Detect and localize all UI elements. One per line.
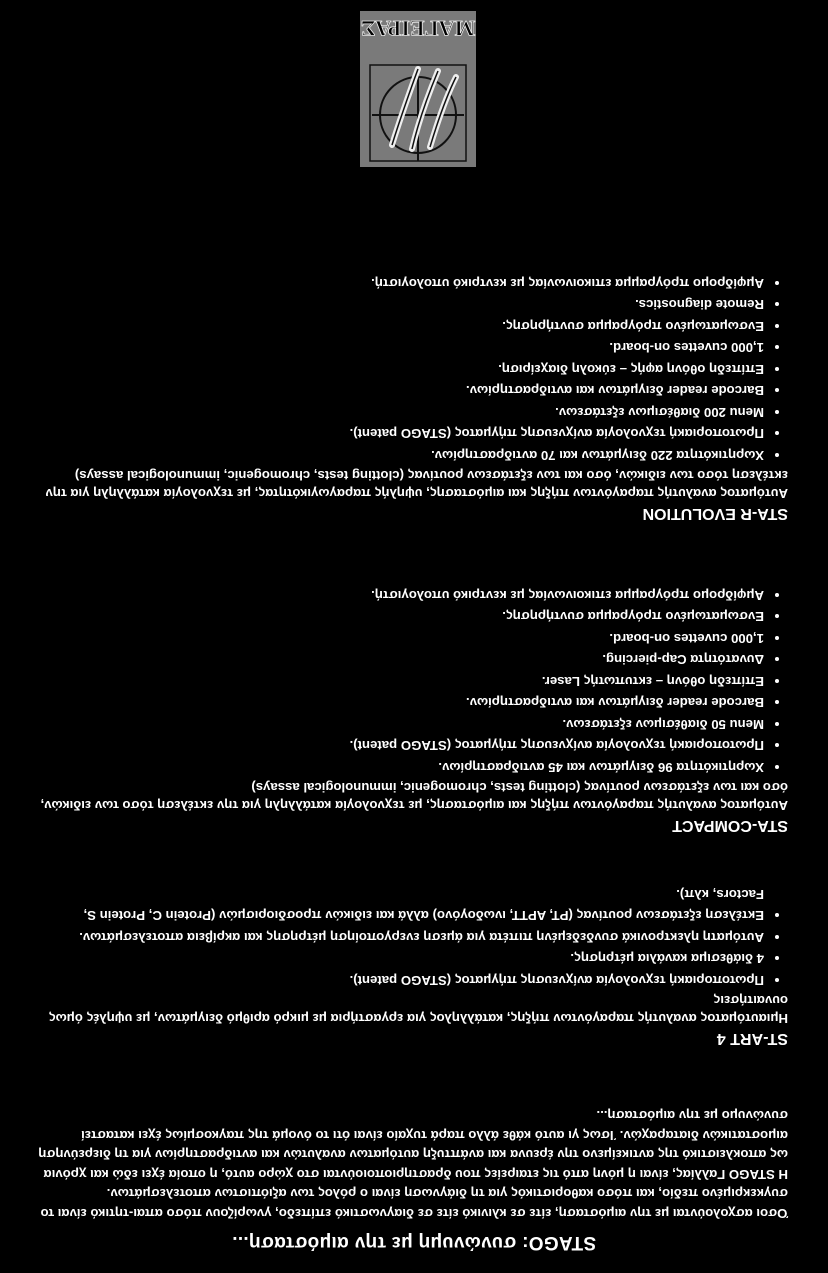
intro-text [38, 1106, 788, 1223]
section-heading: STA-R EVOLUTION [642, 505, 788, 522]
list-item: • 1,000 cuvettes on-board. [38, 337, 764, 359]
list-item: • Menu 200 διαθέσιμων εξετάσεων. [38, 402, 764, 424]
list-item: • Εκτέλεση εξετάσεων ρουτίνας (PT, APTT, ινωδογόνο) αλλά και ειδικών προσδιορισμών (Protein C, Protein S, Factors, κλπ). [38, 884, 764, 927]
list-item: • Δυνατότητα Cap-piercing. [38, 649, 764, 671]
list-item: • 1,000 cuvettes on-board. [38, 628, 764, 650]
list-item: • Επίπεδη οθόνη αφής – εύκολη διαχείριση. [38, 359, 764, 381]
logo-text: ΜΑΓΕΙΡΑΣ [360, 16, 476, 41]
list-item: • Ενσωματωμένο πρόγραμμα συντήρησης. [38, 606, 764, 628]
page-title: STAGO: συνώνυμη με την αιμόσταση... [231, 1232, 597, 1253]
feature-list [38, 884, 788, 992]
section-lead: Αυτόματος αναλυτής παραγόντων πήξης και αιμόστασης, υψηλής παραγωγικότητας, με τεχνολογία κατάλληλη για την εκτέλεση τόσο των ειδικών, όσο και των εξετάσεων ρουτίνας (clotting tests, chromogenic, immunological assays) [45, 468, 788, 501]
section-st-art-4 [38, 884, 788, 1050]
section-sta-compact [38, 585, 788, 837]
logo-emblem-icon [360, 11, 476, 167]
list-item: • Αμφίδρομο πρόγραμμα επικοινωνίας με κεντρικό υπολογιστή. [38, 273, 764, 295]
list-item: • Remote diagnostics. [38, 294, 764, 316]
list-item: • Ενσωματωμένο πρόγραμμα συντήρησης. [38, 316, 764, 338]
brand-logo [360, 11, 476, 167]
list-item: • Πρωτοποριακή τεχνολογία ανίχνευσης πήγματος (STAGO patent). [38, 735, 764, 757]
section-sta-r-evolution [38, 273, 788, 525]
list-item: • Barcode reader δειγμάτων και αντιδραστηρίων. [38, 692, 764, 714]
list-item: • 4 διάθεσιμα κανάλια μέτρησης. [38, 948, 764, 970]
feature-list [38, 273, 788, 467]
list-item: • Αμφίδρομο πρόγραμμα επικοινωνίας με κεντρικό υπολογιστή. [38, 585, 764, 607]
list-item: • Πρωτοποριακή τεχνολογία ανίχνευσης πήγματος (STAGO patent). [38, 423, 764, 445]
list-item: • Barcode reader δειγμάτων και αντιδραστηρίων. [38, 380, 764, 402]
list-item: • Πρωτοποριακή τεχνολογία ανίχνευσης πήγματος (STAGO patent). [38, 970, 764, 992]
list-item: • Επίπεδη οθόνη – εκτυπωτής Laser. [38, 671, 764, 693]
section-lead: Ημιαυτόματος αναλυτής παραγόντων πήξης, κατάλληλος για εργαστήρια με μικρό αριθμό δειγμάτων, με υψηλές όμως ουναιτήσεις [48, 993, 788, 1026]
list-item: • Χωρητικότητα 220 δειγμάτων και 70 αντιδραστηρίων. [38, 445, 764, 467]
list-item: • Χωρητικότητα 96 δειγμάτων και 45 αντιδραστηρίων. [38, 757, 764, 779]
section-heading: ST-ART 4 [716, 1030, 788, 1047]
section-lead: Αυτόματος αναλυτής παραγόντων πήξης και αιμόστασης, με τεχνολογία κατάλληλη για την εκτέλεση τόσο των ειδικών, όσο και των εξετάσεων ρουτίνας (clotting tests, chromogenic, immunological assays) [40, 780, 788, 813]
section-heading: STA-COMPACT [672, 817, 788, 834]
intro-paragraph: Όσοι ασχολούνται με την αιμόσταση, είτε σε κλινικό είτε σε διαγνωστικό επίπεδο, γνωρίζουν πόσο απαι-τητικό είναι το συγκεκριμένο πεδίο, και πόσο καθοριστικός για τη διάγνωση είναι ο ρόλος των αξιόπιστων αποτελεσμάτων. [40, 1186, 788, 1221]
list-item: • Menu 50 διαθέσιμων εξετάσεων. [38, 714, 764, 736]
intro-paragraph: Η STAGO Γαλλίας, είναι η μόνη από τις εταιρείες που δραστηριοποιούνται στο χώρο αυτό, η οποία έχει εδώ και χρόνια ως αποκλειστικό της αντικείμενο την έρευνα και ανάπτυξη αυτόματων αναλυτών και αντιδραστηρίων για τη διερεύνηση αιμοστατικών διαταραχών. Ίσως γι αυτό κάθε άλλο παρά τυχαίο είναι ότι το όνομά της παγκοσμίως έχει καταστεί συνώνυμο με την αιμόσταση... [38, 1108, 788, 1182]
list-item: • Αυτόματη ηλεκτρονικά συνδεδεμένη πιπέτα για άμεση ενεργοποίηση μέτρησης και ακρίβεια αποτελεσμάτων. [38, 927, 764, 949]
feature-list [38, 585, 788, 779]
